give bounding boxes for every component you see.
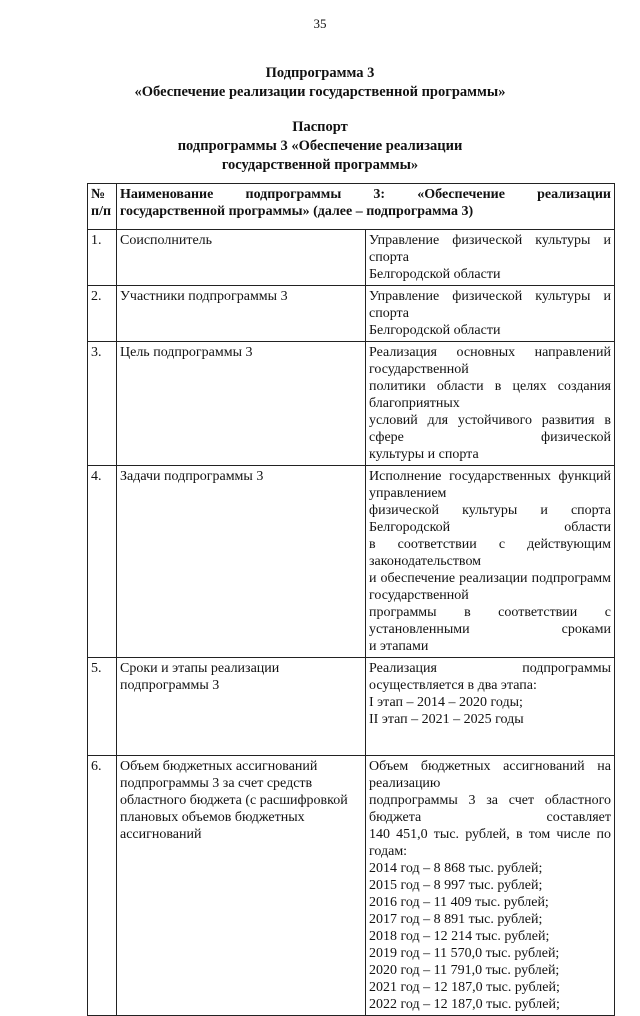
row-value bbox=[366, 756, 615, 1016]
row-value-line: 140 451,0 тыс. рублей, в том числе по годам: bbox=[369, 827, 611, 859]
passport-title bbox=[0, 118, 640, 175]
header-name-cell bbox=[117, 184, 615, 230]
row-value-line: 2014 год – 8 868 тыс. рублей; bbox=[369, 861, 543, 876]
row-num: 4. bbox=[88, 466, 117, 658]
row-value bbox=[366, 342, 615, 466]
row-value-line: Исполнение государственных функций управлением bbox=[369, 469, 611, 501]
table-row bbox=[88, 286, 615, 342]
row-value-line: 2020 год – 11 791,0 тыс. рублей; bbox=[369, 963, 560, 978]
row-value-line: культуры и спорта bbox=[369, 447, 479, 462]
row-value-line: 2015 год – 8 997 тыс. рублей; bbox=[369, 878, 543, 893]
row-value bbox=[366, 230, 615, 286]
row-value-line: и обеспечение реализации подпрограмм государственной bbox=[369, 571, 611, 603]
row-value-line: физической культуры и спорта Белгородской области bbox=[369, 503, 611, 535]
row-value bbox=[366, 466, 615, 658]
row-value-line: 2022 год – 12 187,0 тыс. рублей; bbox=[369, 997, 560, 1012]
table-row bbox=[88, 658, 615, 756]
row-value-line: Управление физической культуры и спорта bbox=[369, 289, 611, 321]
row-value-line: Объем бюджетных ассигнований на реализацию bbox=[369, 759, 611, 791]
row-value-line: в соответствии с действующим законодательством bbox=[369, 537, 611, 569]
table-row bbox=[88, 466, 615, 658]
row-value bbox=[366, 286, 615, 342]
table-header-row bbox=[88, 184, 615, 230]
row-value-line: 2019 год – 11 570,0 тыс. рублей; bbox=[369, 946, 560, 961]
row-value-line: Белгородской области bbox=[369, 267, 501, 282]
table-row bbox=[88, 756, 615, 1016]
passport-title-line3: государственной программы» bbox=[221, 157, 419, 173]
row-value-line: 2016 год – 11 409 тыс. рублей; bbox=[369, 895, 549, 910]
row-value-line: подпрограммы 3 за счет областного бюджета составляет bbox=[369, 793, 611, 825]
passport-table bbox=[87, 183, 615, 1016]
header-num-cell bbox=[88, 184, 117, 230]
row-num: 6. bbox=[88, 756, 117, 1016]
page-number: 35 bbox=[313, 16, 327, 31]
row-value-line: Реализация основных направлений государственной bbox=[369, 345, 611, 377]
row-value-line: и этапами bbox=[369, 639, 429, 654]
header-num-line2: п/п bbox=[91, 204, 112, 219]
row-value-line: политики области в целях создания благоприятных bbox=[369, 379, 611, 411]
row-num: 1. bbox=[88, 230, 117, 286]
header-name-line1: Наименование подпрограммы 3: «Обеспечение реализации bbox=[120, 187, 611, 202]
row-name: Объем бюджетных ассигнований подпрограммы 3 за счет средств областного бюджета (с расшифровкой плановых объемов бюджетных ассигнований bbox=[117, 756, 366, 1016]
row-value-line: Реализация подпрограммы осуществляется в два этапа: bbox=[369, 661, 611, 693]
row-value bbox=[366, 658, 615, 756]
row-name: Соисполнитель bbox=[117, 230, 366, 286]
row-num: 2. bbox=[88, 286, 117, 342]
header-num-line1: № bbox=[91, 187, 106, 202]
row-num: 5. bbox=[88, 658, 117, 756]
subprogram-title-line2: «Обеспечение реализации государственной программы» bbox=[134, 84, 506, 100]
row-value-line: Белгородской области bbox=[369, 323, 501, 338]
passport-title-line2: подпрограммы 3 «Обеспечение реализации bbox=[177, 138, 463, 154]
row-value-line: Управление физической культуры и спорта bbox=[369, 233, 611, 265]
row-name: Сроки и этапы реализации подпрограммы 3 bbox=[117, 658, 366, 756]
row-value-line: программы в соответствии с установленными сроками bbox=[369, 605, 611, 637]
passport-title-line1: Паспорт bbox=[292, 119, 348, 135]
subprogram-title bbox=[0, 64, 640, 102]
header-name-line2: государственной программы» (далее – подпрограмма 3) bbox=[120, 204, 474, 219]
row-value-line: условий для устойчивого развития в сфере физической bbox=[369, 413, 611, 445]
table-row bbox=[88, 230, 615, 286]
row-value-line: II этап – 2021 – 2025 годы bbox=[369, 712, 524, 727]
row-name: Задачи подпрограммы 3 bbox=[117, 466, 366, 658]
table-row bbox=[88, 342, 615, 466]
row-value-line: 2017 год – 8 891 тыс. рублей; bbox=[369, 912, 543, 927]
row-value-line: I этап – 2014 – 2020 годы; bbox=[369, 695, 523, 710]
row-value-line: 2018 год – 12 214 тыс. рублей; bbox=[369, 929, 550, 944]
subprogram-title-line1: Подпрограмма 3 bbox=[265, 65, 375, 81]
row-num: 3. bbox=[88, 342, 117, 466]
row-name: Цель подпрограммы 3 bbox=[117, 342, 366, 466]
row-name: Участники подпрограммы 3 bbox=[117, 286, 366, 342]
row-value-line: 2021 год – 12 187,0 тыс. рублей; bbox=[369, 980, 560, 995]
